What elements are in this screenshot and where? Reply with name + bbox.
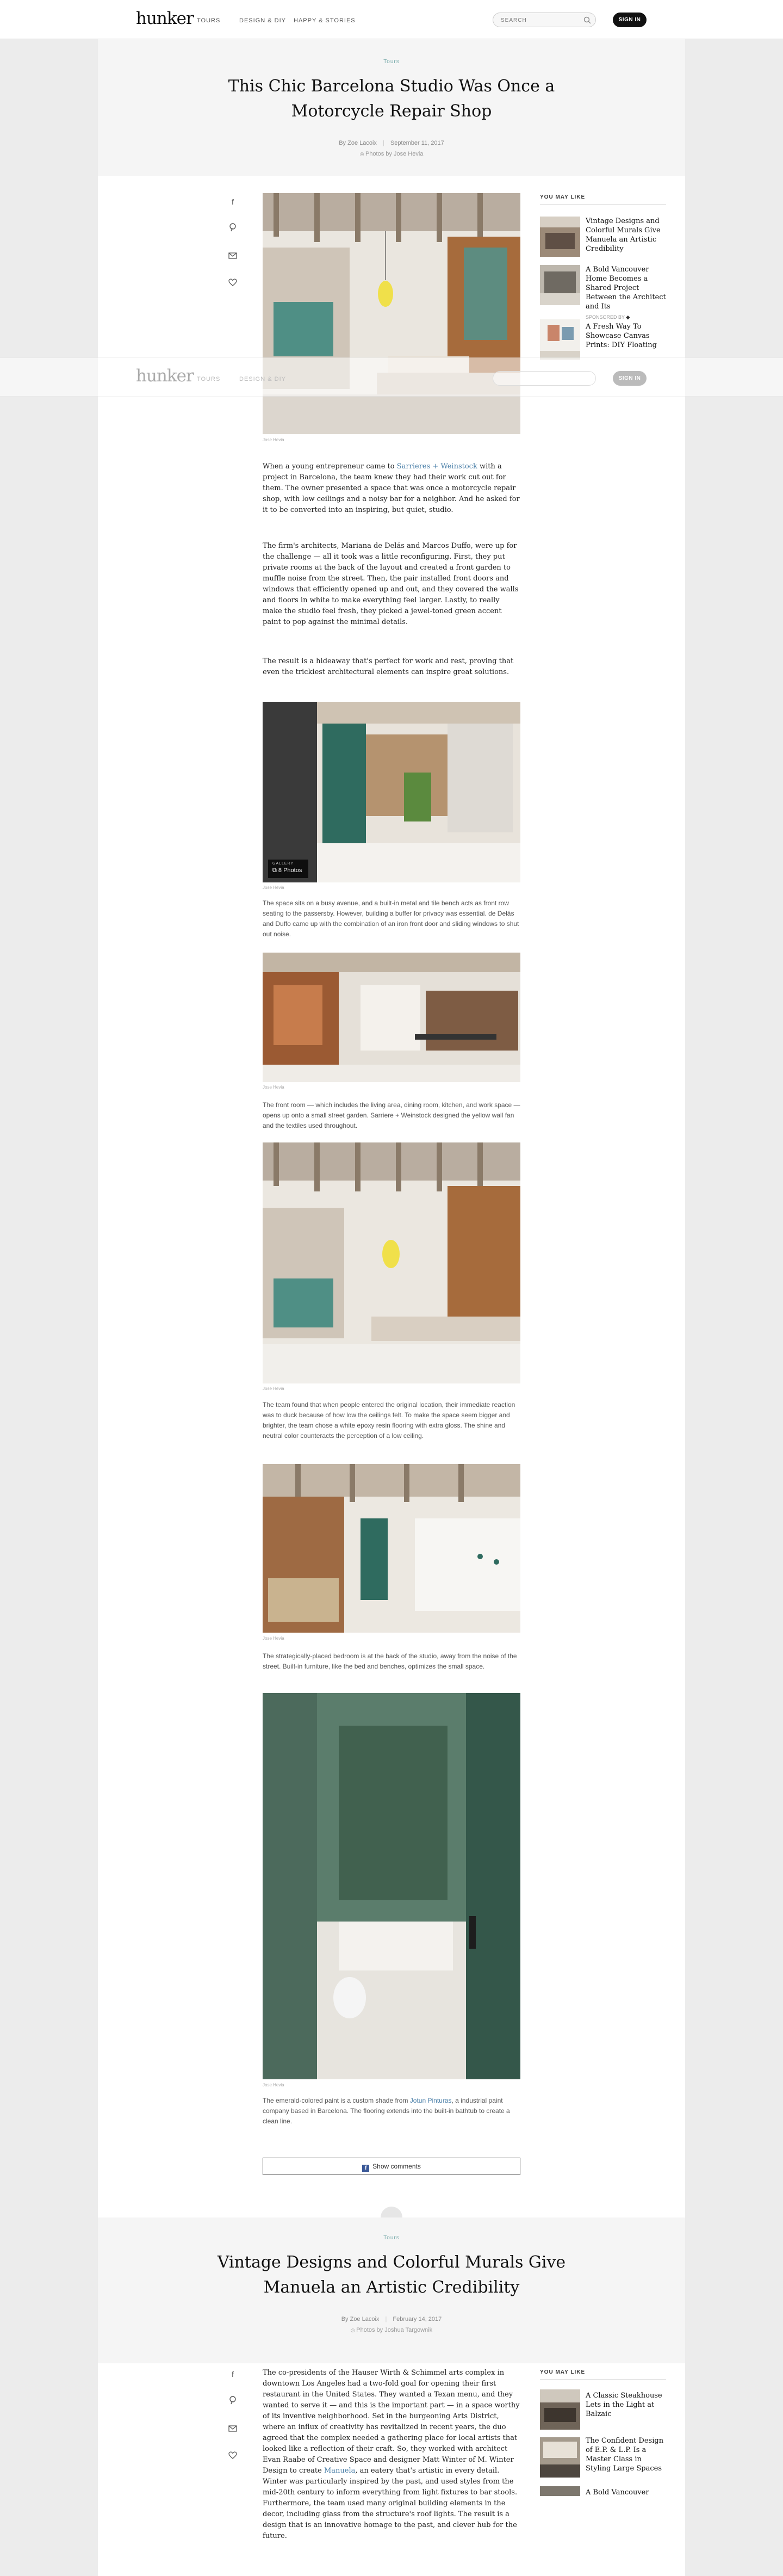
paragraph-1: When a young entrepreneur came to Sarrieres + Weinstock with a project in Barcelona, the team knew they had their work cut out for them. The owner presented a space that was once a motorcycle repair shop, with low ceilings and a noisy bar for a neighbor. And he asked for it to be converted into an inspiring, but quiet, studio. xyxy=(263,462,520,514)
hero-photo[interactable] xyxy=(263,193,520,434)
camera-icon: ◎ xyxy=(350,2327,357,2333)
ceiling-and-floor-image xyxy=(263,1142,520,1383)
dining-room-image xyxy=(540,2437,580,2478)
recommended-thumbnail[interactable] xyxy=(540,217,580,257)
next-article-title-line-2: Manuela an Artistic Credibility xyxy=(263,2278,520,2297)
article-header xyxy=(98,39,685,176)
pinterest-icon xyxy=(229,223,237,232)
studio-living-room-image xyxy=(263,193,520,434)
envelope-icon xyxy=(228,2425,237,2432)
gallery-label: GALLERY xyxy=(272,862,294,866)
caption-2: The front room — which includes the living area, dining room, kitchen, and work space — opens up onto a small street garden. Sarriere + Weinstock designed the yellow wall fan and the textiles used throughout. xyxy=(263,1101,520,1129)
gallery-badge[interactable] xyxy=(268,860,308,878)
pinterest-share-icon[interactable] xyxy=(225,2394,241,2410)
save-heart-icon[interactable] xyxy=(225,2448,241,2464)
house-image xyxy=(540,2486,580,2496)
sticky-nav-link-design-diy[interactable]: DESIGN & DIY xyxy=(239,376,286,382)
camera-icon: ◎ xyxy=(359,151,365,157)
gallery-photo-1[interactable] xyxy=(263,702,520,882)
bedroom-image xyxy=(263,1464,520,1633)
gallery-photo-2[interactable] xyxy=(263,953,520,1082)
image-credit: Jose Hevia xyxy=(263,885,284,890)
steakhouse-image xyxy=(540,2389,580,2430)
image-credit: Jose Hevia xyxy=(263,1636,284,1641)
recommended-link[interactable]: A Classic Steakhouse Lets in the Light at Balzaic xyxy=(586,2392,662,2418)
save-heart-icon[interactable] xyxy=(225,275,241,292)
top-navigation xyxy=(0,0,783,39)
next-article-paragraph: The co-presidents of the Hauser Wirth & Schimmel arts complex in downtown Los Angeles had a two-fold goal for opening their first restaurant in the United States. They wanted a Texan menu, and they wanted to serve it — and this is the important part — in a space worthy of its inventive neighborhood. Set in the burgeoning Arts District, where an influx of creativity has revitalized in recent years, the duo agreed that the complex needed a gathering place for local artists that looked like a reflection of their craft. So, they worked with architect Evan Raabe of Creative Space and designer Matt Winter of M. Winter Design to create Manuela, an eatery that's artistic in every detail. Winter was particularly inspired by the past, and used styles from the mid-20th century to inform everything from light fixtures to bar stools. Furthermore, the team used many original building elements in the decor, including glass from the structure's roof lights. The result is a design that is an innovative homage to the past, and clever hub for the future. xyxy=(263,2369,520,2540)
gallery-photo-5[interactable] xyxy=(263,1693,520,2079)
email-share-icon[interactable] xyxy=(225,248,241,264)
search-placeholder: SEARCH xyxy=(501,17,527,23)
article-byline: By Zoe Lacoix | September 11, 2017 xyxy=(339,140,444,146)
paragraph-3: The result is a hideaway that's perfect for work and rest, proving that even the trickiest architectural elements can inspire great solutions. xyxy=(263,657,514,676)
sticky-search-input[interactable] xyxy=(493,371,596,386)
image-credit: Jose Hevia xyxy=(263,437,284,442)
restaurant-image xyxy=(540,217,580,257)
nav-link-stories[interactable]: HAPPY & STORIES xyxy=(294,17,356,24)
search-input[interactable] xyxy=(493,13,596,27)
you-may-like-heading: YOU MAY LIKE xyxy=(540,194,586,200)
email-share-icon[interactable] xyxy=(225,2421,241,2437)
author[interactable]: By Zoe Lacoix xyxy=(341,2316,380,2322)
bathroom-image xyxy=(263,1693,520,2079)
facebook-share-icon[interactable]: f xyxy=(232,197,234,206)
next-article-title-line-1: Vintage Designs and Colorful Murals Give xyxy=(217,2253,566,2272)
recommended-thumbnail[interactable] xyxy=(540,2389,580,2430)
recommended-thumbnail[interactable] xyxy=(540,2486,580,2496)
divider xyxy=(540,204,666,205)
recommended-thumbnail[interactable] xyxy=(540,2437,580,2478)
paragraph-2: The firm's architects, Mariana de Delás and Marcos Duffo, were up for the challenge — all it took was a little reconfiguring. First, they put private rooms at the back of the layout and created a front garden to muffle noise from the street. Then, the pair installed front doors and windows that efficiently opened up and out, and they covered the walls and floors in white to make everything feel larger. Lastly, to really make the studio feel fresh, they picked a jewel-toned green accent paint to pop against the minimal details. xyxy=(263,542,519,626)
caption-5: The emerald-colored paint is a custom shade from Jotun Pinturas, a industrial paint company based in Barcelona. The flooring extends into the built-in bathtub to create a clean line. xyxy=(263,2097,510,2125)
pinterest-share-icon[interactable] xyxy=(225,221,241,237)
recommended-link[interactable]: Vintage Designs and Colorful Murals Give Manuela an Artistic Credibility xyxy=(586,217,661,253)
caption-4: The strategically-placed bedroom is at the back of the studio, away from the noise of the street. Built-in furniture, like the bed and benches, optimizes the small space. xyxy=(263,1652,517,1670)
firm-link[interactable]: Sarrieres + Weinstock xyxy=(396,462,477,471)
article-title-line-1: This Chic Barcelona Studio Was Once a xyxy=(228,77,555,96)
front-room-image xyxy=(263,953,520,1082)
sticky-navigation xyxy=(0,357,783,397)
article-title-line-2: Motorcycle Repair Shop xyxy=(291,102,492,121)
image-credit: Jose Hevia xyxy=(263,1386,284,1391)
sticky-sign-in-button[interactable]: SIGN IN xyxy=(613,371,647,386)
next-photo-credit: ◎ Photos by Joshua Targownik xyxy=(350,2327,433,2333)
recommended-link[interactable]: A Fresh Way To Showcase Canvas Prints: DIY Floating xyxy=(586,323,657,349)
photo-credit: ◎ Photos by Jose Hevia xyxy=(359,151,424,157)
restaurant-link[interactable]: Manuela xyxy=(324,2467,356,2475)
recommended-thumbnail[interactable] xyxy=(540,319,580,360)
sign-in-button[interactable]: SIGN IN xyxy=(613,13,647,27)
search-icon[interactable] xyxy=(583,16,591,24)
facebook-share-icon[interactable]: f xyxy=(232,2370,234,2379)
image-credit: Jose Hevia xyxy=(263,2083,284,2087)
sponsor-logo: ◆ xyxy=(626,314,630,320)
next-article-byline: By Zoe Lacoix | February 14, 2017 xyxy=(341,2316,442,2322)
photos-icon: ⧉ xyxy=(272,867,278,874)
publish-date: September 11, 2017 xyxy=(390,140,444,146)
envelope-icon xyxy=(228,252,237,259)
image-credit: Jose Hevia xyxy=(263,1085,284,1090)
gallery-count: ⧉ 8 Photos xyxy=(272,867,302,874)
sticky-site-logo[interactable]: hunker xyxy=(136,366,194,386)
divider xyxy=(540,2379,666,2380)
next-article-header xyxy=(98,2217,685,2363)
sponsored-label: SPONSORED BY ◆ xyxy=(586,314,630,320)
recommended-link[interactable]: A Bold Vancouver xyxy=(586,2488,649,2497)
author[interactable]: By Zoe Lacoix xyxy=(339,140,377,146)
show-comments-button[interactable]: f Show comments xyxy=(263,2158,520,2175)
publish-date: February 14, 2017 xyxy=(393,2316,442,2322)
site-logo[interactable]: hunker xyxy=(136,9,194,28)
caption-1: The space sits on a busy avenue, and a built-in metal and tile bench acts as front row seating to the passersby. However, building a buffer for privacy was essential. de Delás and Duffo came up with the combination of an iron front door and sliding windows to shut out noise. xyxy=(263,899,519,938)
canvas-print-image xyxy=(540,319,580,360)
you-may-like-heading: YOU MAY LIKE xyxy=(540,2369,586,2375)
heart-icon xyxy=(228,279,237,286)
recommended-thumbnail[interactable] xyxy=(540,265,580,305)
nav-link-tours[interactable]: TOURS xyxy=(197,17,221,24)
gallery-photo-4[interactable] xyxy=(263,1464,520,1633)
caption-3: The team found that when people entered the original location, their immediate reaction was to duck because of how low the ceilings felt. To make the space seem bigger and brighter, the team chose a white epoxy resin flooring with extra gloss. The shine and neutral color counteracts the perception of a low ceiling. xyxy=(263,1401,515,1440)
recommended-link[interactable]: A Bold Vancouver Home Becomes a Shared Project Between the Architect and Its xyxy=(586,265,666,311)
article-tag[interactable]: Tours xyxy=(383,59,400,65)
nav-link-design-diy[interactable]: DESIGN & DIY xyxy=(239,17,286,24)
sticky-nav-link-tours[interactable]: TOURS xyxy=(197,376,221,382)
paint-company-link[interactable]: Jotun Pinturas xyxy=(409,2097,452,2104)
heart-icon xyxy=(228,2451,237,2459)
facebook-icon: f xyxy=(362,2165,369,2172)
entrance-image xyxy=(263,702,520,882)
next-article-tag[interactable]: Tours xyxy=(383,2235,400,2241)
gallery-photo-3[interactable] xyxy=(263,1142,520,1383)
house-image xyxy=(540,265,580,305)
recommended-link[interactable]: The Confident Design of E.P. & L.P. Is a Master Class in Styling Large Spaces xyxy=(586,2437,664,2473)
pinterest-icon xyxy=(229,2396,237,2405)
